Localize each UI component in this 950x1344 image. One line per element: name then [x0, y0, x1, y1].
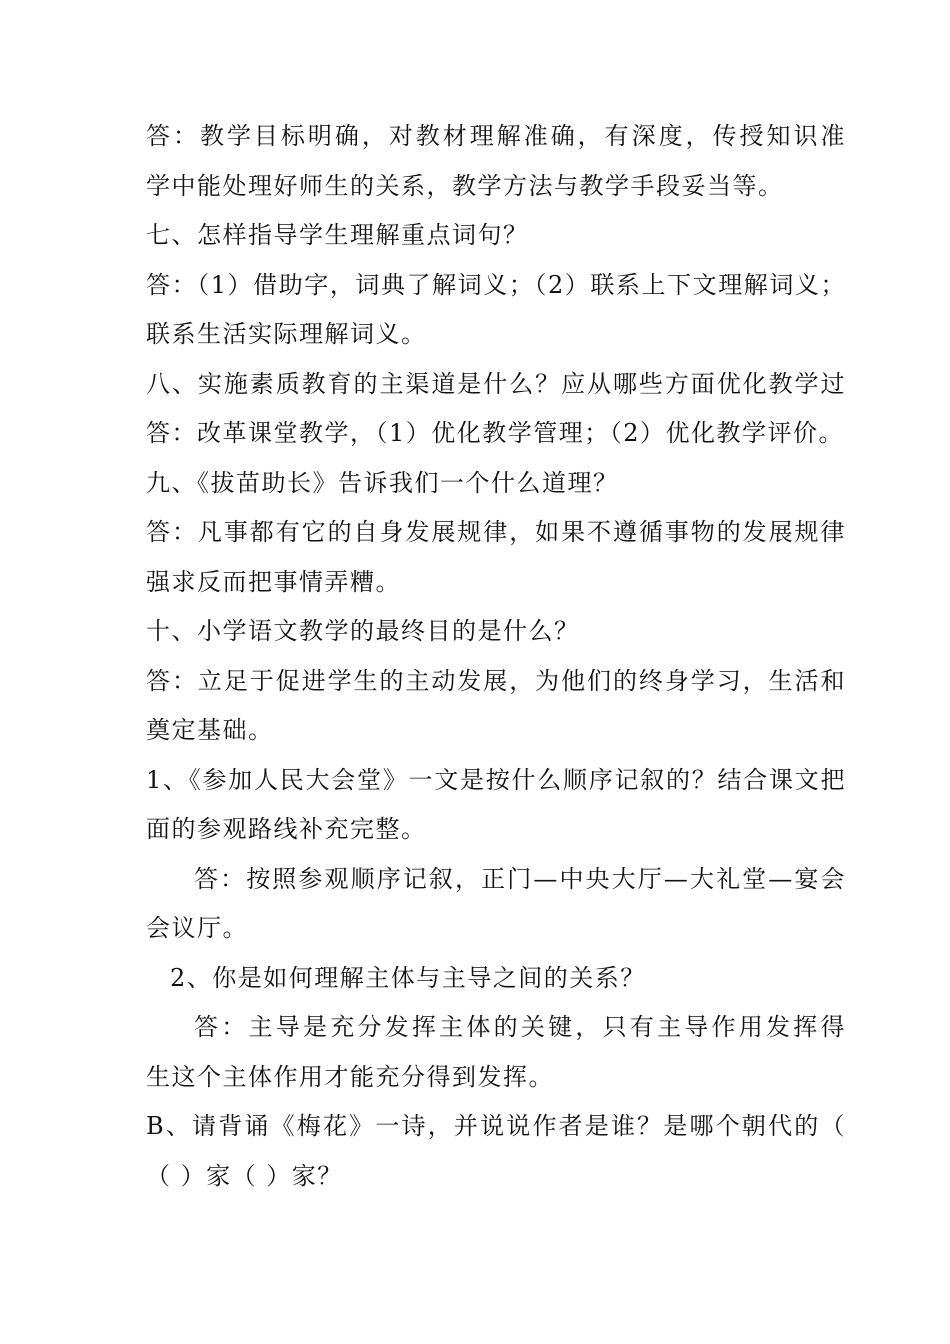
answer-7-line-2: 联系生活实际理解词义。	[146, 320, 427, 348]
question-2: 2、你是如何理解主体与主导之间的关系？	[170, 963, 646, 992]
answer-7-line-1: 答：（1）借助字，词典了解词义；（2）联系上下文理解词义；	[146, 270, 846, 299]
answer-2-line-1: 答：主导是充分发挥主体的关键，只有主导作用发挥得	[194, 1013, 846, 1041]
question-b-line-2: （ ）家（ ）家？	[146, 1161, 343, 1190]
question-7: 七、怎样指导学生理解重点词句？	[146, 221, 529, 249]
answer-1-line-1: 答：按照参观顺序记叙，正门—中央大厅—大礼堂—宴会	[194, 864, 846, 893]
answer-1-line-2: 会议厅。	[146, 914, 248, 942]
answer-6-line-2: 学中能处理好师生的关系，教学方法与教学手段妥当等。	[146, 171, 784, 200]
answer-8: 答：改革课堂教学，（1）优化教学管理；（2）优化教学评价。	[146, 419, 845, 447]
answer-9-line-2: 强求反而把事情弄糟。	[146, 567, 401, 596]
answer-9-line-1: 答：凡事都有它的自身发展规律，如果不遵循事物的发展规律	[146, 518, 846, 546]
question-8: 八、实施素质教育的主渠道是什么？应从哪些方面优化教学过	[146, 369, 846, 398]
answer-10-line-2: 奠定基础。	[146, 716, 274, 744]
document-body	[146, 112, 846, 1201]
answer-10-line-1: 答：立足于促进学生的主动发展，为他们的终身学习，生活和	[146, 666, 846, 695]
question-1-line-2: 面的参观路线补充完整。	[146, 815, 427, 843]
question-10: 十、小学语文教学的最终目的是什么？	[146, 617, 580, 645]
answer-6-line-1: 答：教学目标明确，对教材理解准确，有深度，传授知识准	[146, 122, 846, 150]
question-1-line-1: 1、《参加人民大会堂》一文是按什么顺序记叙的？结合课文把	[146, 765, 846, 794]
answer-2-line-2: 生这个主体作用才能充分得到发挥。	[146, 1062, 554, 1091]
question-b-line-1: B、请背诵《梅花》一诗，并说说作者是谁？是哪个朝代的（	[146, 1112, 846, 1140]
question-9: 九、《拔苗助长》告诉我们一个什么道理？	[146, 468, 619, 497]
